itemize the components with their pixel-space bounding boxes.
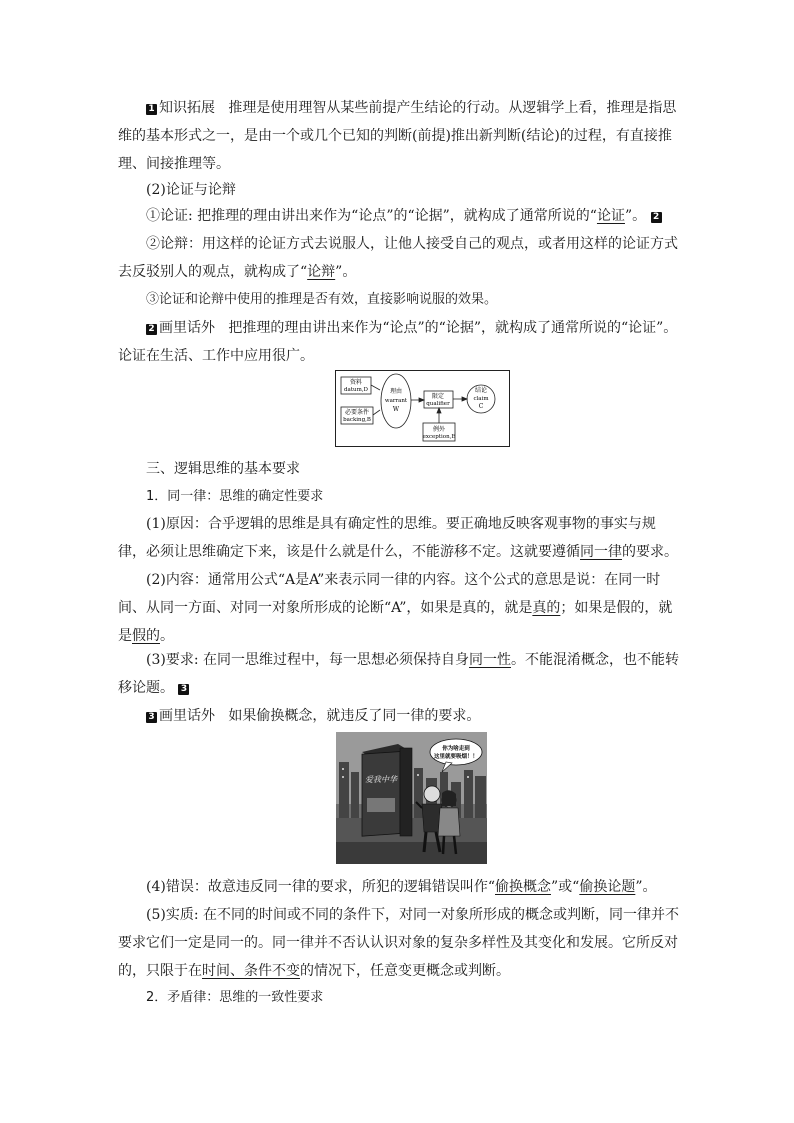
picture-note-1: 2 画里话外 把推理的理由讲出来作为“论点”的“论据”，就构成了通常所说的“论证”。论证在生活、工作中应用很广。 [118,320,678,364]
note-text: 推理是使用理智从某些前提产生结论的行动。从逻辑学上看，推理是指思维的基本形式之一，是由一个或几个已知的判断(前提)推出新判断(结论)的过程，有直接推理、间接推理等。 [118,100,677,172]
identity-essence: (5)实质: 在不同的时间或不同的条件下，对同一对象所形成的概念或判断，同一律并不要求它们一定是同一的。同一律并不否认认识对象的复杂多样性及其变化和发展。它所反对的，只限于在时间、条件不变的情况下，任意变更概念或判断。 [118,907,679,979]
svg-text:datum,D: datum,D [344,387,368,393]
subsection-identity-title: 1．同一律：思维的确定性要求 [146,489,324,504]
svg-text:C: C [478,403,484,410]
note-heading: 画里话外 [159,320,215,336]
svg-text:资料: 资料 [349,379,363,386]
svg-text:exception,E: exception,E [422,434,456,440]
svg-text:claim: claim [473,396,489,402]
note-badge: 2 [146,324,157,335]
note-badge: 1 [146,104,157,115]
svg-text:爱我中华: 爱我中华 [365,775,397,784]
note-heading: 知识拓展 [159,100,215,116]
svg-text:backing,B: backing,B [343,417,371,423]
svg-text:例外: 例外 [432,426,446,433]
cartoon-illustration [336,732,487,864]
svg-text:你为啥走到: 你为啥走到 [442,746,470,752]
item-debate: ②论辩：用这样的论证方式去说服人，让他人接受自己的观点，或者用这样的论证方式去反驳别人的观点，就构成了“论辩”。 [118,236,678,280]
knowledge-extension-paragraph [118,94,680,178]
svg-text:这里就要吸烟！！: 这里就要吸烟！！ [433,754,479,760]
section-3-title: 三、逻辑思维的基本要求 [146,461,300,477]
giant-book [362,744,412,836]
ref-badge: 2 [651,212,662,223]
svg-text:W: W [392,406,400,413]
identity-content: (2)内容：通常用公式“A是A”来表示同一律的内容。这个公式的意思是说：在同一时间、从同一方面、对同一对象所形成的论断“A”，如果是真的，就是真的；如果是假的，就是假的。 [118,572,673,644]
svg-text:结论: 结论 [474,387,488,394]
item-argument: ①论证: 把推理的理由讲出来作为“论点”的“论据”，就构成了通常所说的“论证”。 2 [118,202,680,230]
note-heading: 画里话外 [159,708,215,724]
toulmin-diagram [335,370,510,447]
identity-reason: (1)原因：合乎逻辑的思维是具有确定性的思维。要正确地反映客观事物的事实与规律，必须让思维确定下来，该是什么就是什么，不能游移不定。这就要遵循同一律的要求。 [118,516,678,560]
item-validity: ③论证和论辩中使用的推理是否有效，直接影响说服的效果。 [146,292,498,307]
picture-note-2: 3 画里话外 如果偷换概念，就违反了同一律的要求。 [118,702,680,730]
svg-text:必要条件: 必要条件 [344,409,370,416]
identity-error: (4)错误：故意违反同一律的要求，所犯的逻辑错误叫作“偷换概念”或“偷换论题”。 [146,879,657,895]
section-title-argument: (2)论证与论辩 [146,182,236,198]
svg-text:warrant: warrant [384,398,408,404]
note-badge: 3 [146,712,157,723]
subsection-contradiction-title: 2．矛盾律：思维的一致性要求 [146,990,324,1005]
identity-requirement: (3)要求: 在同一思维过程中，每一思想必须保持自身同一性。不能混淆概念，也不能转移论题。 3 [118,652,679,696]
ref-badge: 3 [178,684,189,695]
svg-text:限定: 限定 [431,393,445,400]
svg-text:qualifier: qualifier [426,401,450,407]
svg-text:理由: 理由 [389,388,403,395]
speech-bubble [430,739,482,765]
